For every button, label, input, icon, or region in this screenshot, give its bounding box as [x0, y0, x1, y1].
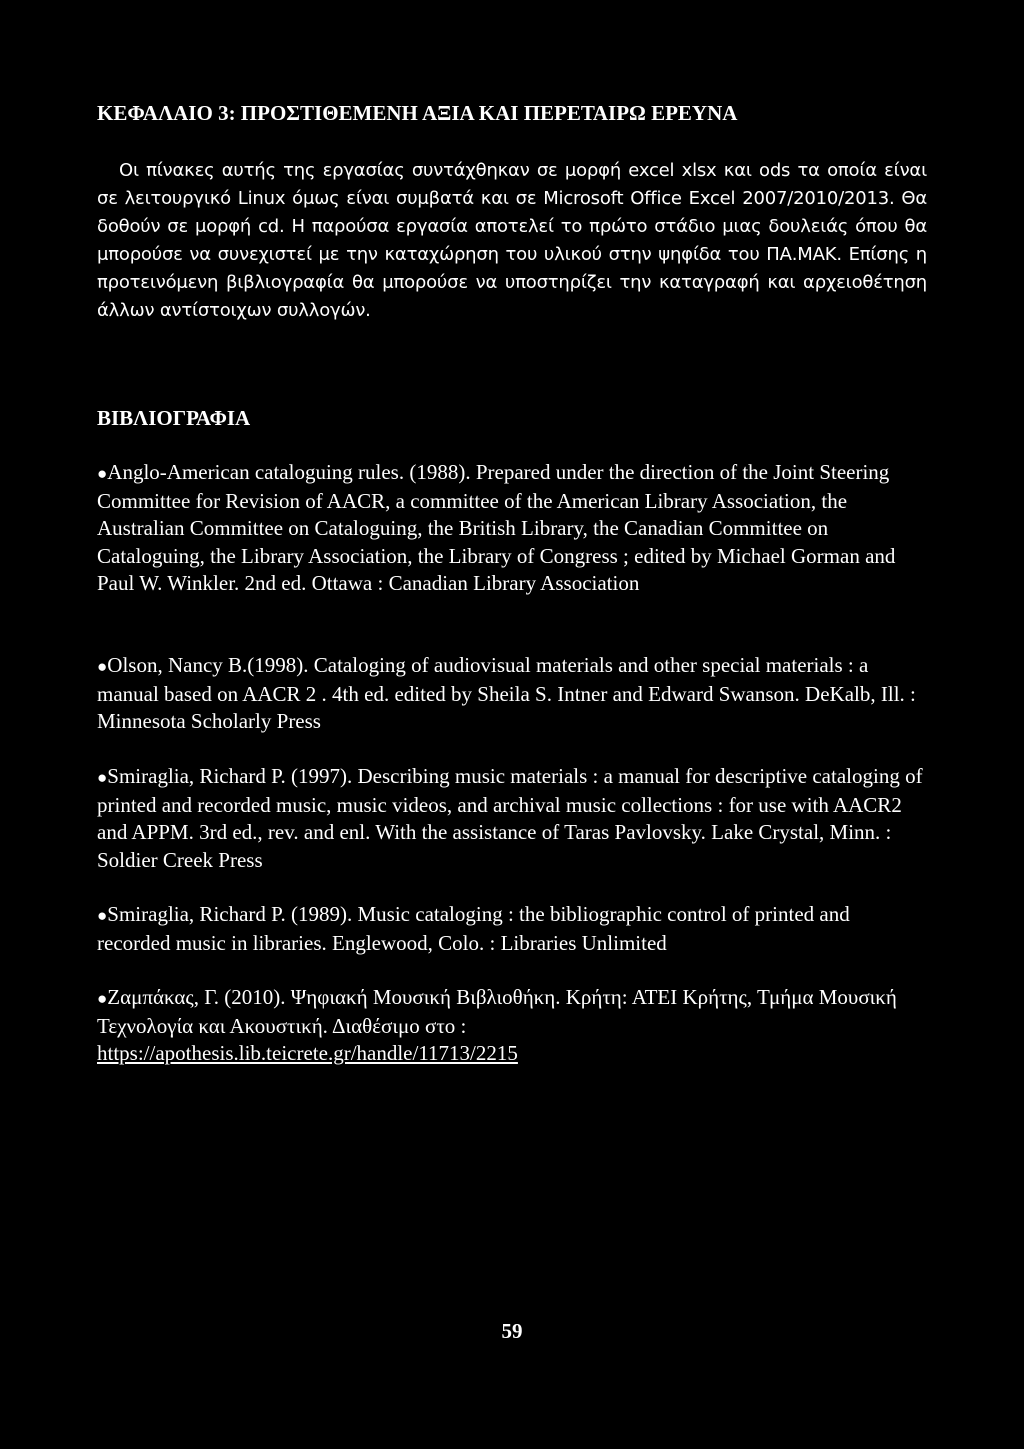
intro-paragraph: Οι πίνακες αυτής της εργασίας συντάχθηκαν σε μορφή excel xlsx και ods τα οποία είναι σε λειτουργικό Linux όμως είναι συμβατά και σε Microsoft Office Excel 2007/2010/2013. Θα δοθούν σε μορφή cd. Η παρούσα εργασία αποτελεί το πρώτο στάδιο μιας δουλειάς όπου θα μπορούσε να συνεχιστεί με την καταχώρηση του υλικού στην ψηφίδα του ΠΑ.ΜΑΚ. Επίσης η προτεινόμενη βιβλιογραφία θα μπορούσε να υποστηρίζει την καταγραφή και αρχειοθέτηση άλλων αντίστοιχων συλλογών. — [97, 160, 927, 321]
entry-text: Smiraglia, Richard P. (1997). Describing music materials : a manual for descriptive cataloging of printed and recorded music, music videos, and archival music collections : for use with AACR2 and APPM. 3rd ed., rev. and enl. With the assistance of Taras Pavlovsky. Lake Crystal, Minn. : Soldier Creek Press — [97, 764, 923, 872]
bullet-icon: ● — [97, 657, 108, 676]
bibliography-entry-5 — [97, 984, 927, 1068]
page-number: 59 — [501, 1319, 523, 1343]
bibliography-entry-2 — [97, 652, 927, 736]
bullet-icon: ● — [97, 906, 108, 925]
bullet-icon: ● — [97, 768, 108, 787]
bullet-icon: ● — [97, 464, 108, 483]
entry-text: Smiraglia, Richard P. (1989). Music cataloging : the bibliographic control of printed and recorded music in libraries. Englewood, Colo. : Libraries Unlimited — [97, 902, 850, 955]
entry-text: Anglo-American cataloguing rules. (1988). Prepared under the direction of the Joint Steering Committee for Revision of AACR, a committee of the American Library Association, the Australian Committee on Cataloguing, the British Library, the Canadian Committee on Cataloguing, the Library Association, the Library of Congress ; edited by Michael Gorman and Paul W. Winkler. 2nd ed. Ottawa : Canadian Library Association — [97, 460, 896, 596]
bullet-icon: ● — [97, 989, 108, 1008]
chapter-title: ΚΕΦΑΛΑΙΟ 3: ΠΡΟΣΤΙΘΕΜΕΝΗ ΑΞΙΑ ΚΑΙ ΠΕΡΕΤΑΙΡΩ ΕΡΕΥΝΑ — [97, 101, 738, 125]
entry-text: Ζαμπάκας, Γ. (2010). Ψηφιακή Μουσική Βιβλιοθήκη. Κρήτη: ΑΤΕΙ Κρήτης, Τμήμα Μουσική Τεχνολογία και Ακουστική. Διαθέσιμο στο : — [97, 985, 897, 1038]
bibliography-entry-1 — [97, 459, 927, 598]
bibliography-entry-3 — [97, 763, 927, 874]
repository-link[interactable]: https://apothesis.lib.teicrete.gr/handle/11713/2215 — [97, 1041, 518, 1066]
bibliography-entry-4 — [97, 901, 927, 957]
document-page — [97, 0, 927, 1449]
bibliography-title: ΒΙΒΛΙΟΓΡΑΦΙΑ — [97, 406, 251, 430]
entry-text: Olson, Nancy B.(1998). Cataloging of audiovisual materials and other special materials : a manual based on AACR 2 . 4th ed. edited by Sheila S. Intner and Edward Swanson. DeKalb, Ill. : Minnesota Scholarly Press — [97, 653, 916, 734]
